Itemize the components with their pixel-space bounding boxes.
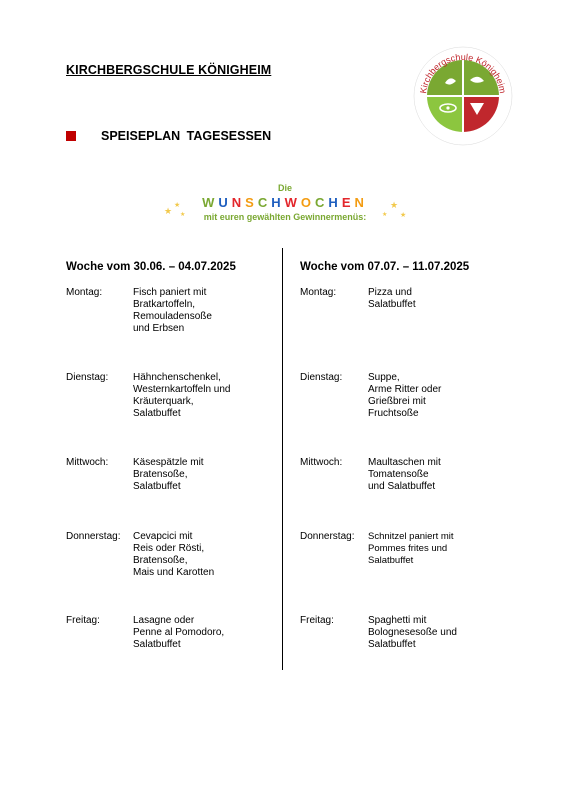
week-1-day-friday: Freitag:	[66, 615, 100, 626]
week-2-day-wednesday: Mittwoch:	[300, 457, 343, 468]
week-1-day-tuesday: Dienstag:	[66, 372, 109, 383]
week-2-title: Woche vom 07.07. – 11.07.2025	[300, 261, 470, 273]
banner-letter: W	[284, 195, 301, 210]
week-2-meal-thursday: Schnitzel paniert mit Pommes frites und Salatbuffet	[368, 531, 454, 566]
bullet-square	[66, 131, 76, 141]
week-2-day-monday: Montag:	[300, 287, 337, 298]
wunschwochen-banner	[160, 183, 410, 225]
week-1-meal-tuesday: Hähnchenschenkel, Westernkartoffeln und Kräuterquark, Salatbuffet	[133, 372, 231, 419]
page-title: SPEISEPLAN TAGESESSEN	[101, 129, 272, 143]
star-icon: ★	[180, 212, 186, 218]
star-icon: ★	[390, 200, 399, 210]
week-1-meal-thursday: Cevapcici mit Reis oder Rösti, Bratensoße, Mais und Karotten	[133, 531, 215, 578]
banner-letter: E	[341, 195, 355, 210]
week-1-day-wednesday: Mittwoch:	[66, 457, 109, 468]
banner-letter: C	[315, 195, 329, 210]
week-2-meal-friday: Spaghetti mit Bolognesesoße und Salatbuffet	[368, 615, 457, 650]
banner-letter: W	[202, 195, 219, 210]
column-divider	[282, 248, 283, 670]
banner-letter: H	[271, 195, 285, 210]
banner-letter: U	[218, 195, 232, 210]
banner-letter: O	[300, 195, 316, 210]
banner-letter: N	[354, 195, 368, 210]
week-1-title: Woche vom 30.06. – 04.07.2025	[66, 261, 236, 273]
week-2-day-tuesday: Dienstag:	[300, 372, 343, 383]
star-icon: ★	[382, 212, 388, 218]
week-2-meal-monday: Pizza und Salatbuffet	[368, 287, 416, 310]
week-2-day-thursday: Donnerstag:	[300, 531, 355, 542]
school-name: KIRCHBERGSCHULE KÖNIGHEIM	[66, 63, 272, 77]
week-2-day-friday: Freitag:	[300, 615, 334, 626]
week-2-meal-tuesday: Suppe, Arme Ritter oder Grießbrei mit Fruchtsoße	[368, 372, 442, 419]
banner-subtitle: mit euren gewählten Gewinnermenüs:	[203, 212, 367, 222]
banner-letter: S	[245, 195, 258, 210]
week-1-meal-friday: Lasagne oder Penne al Pomodoro, Salatbuffet	[133, 615, 225, 650]
logo-text: Kirchbergschule Königheim	[418, 51, 508, 95]
banner-word	[160, 195, 410, 210]
banner-letter: H	[328, 195, 342, 210]
school-logo	[412, 45, 514, 147]
star-icon: ★	[400, 212, 407, 219]
star-icon: ★	[164, 206, 173, 216]
week-1-meal-monday: Fisch paniert mit Bratkartoffeln, Remouladensoße und Erbsen	[133, 287, 212, 334]
week-1-day-thursday: Donnerstag:	[66, 531, 121, 542]
week-2-meal-wednesday: Maultaschen mit Tomatensoße und Salatbuffet	[368, 457, 441, 492]
star-icon: ★	[174, 202, 181, 209]
banner-letter: N	[231, 195, 246, 210]
week-1-day-monday: Montag:	[66, 287, 103, 298]
banner-letter: C	[257, 195, 272, 210]
banner-line-1: Die	[277, 183, 292, 193]
week-1-meal-wednesday: Käsespätzle mit Bratensoße, Salatbuffet	[133, 457, 204, 492]
